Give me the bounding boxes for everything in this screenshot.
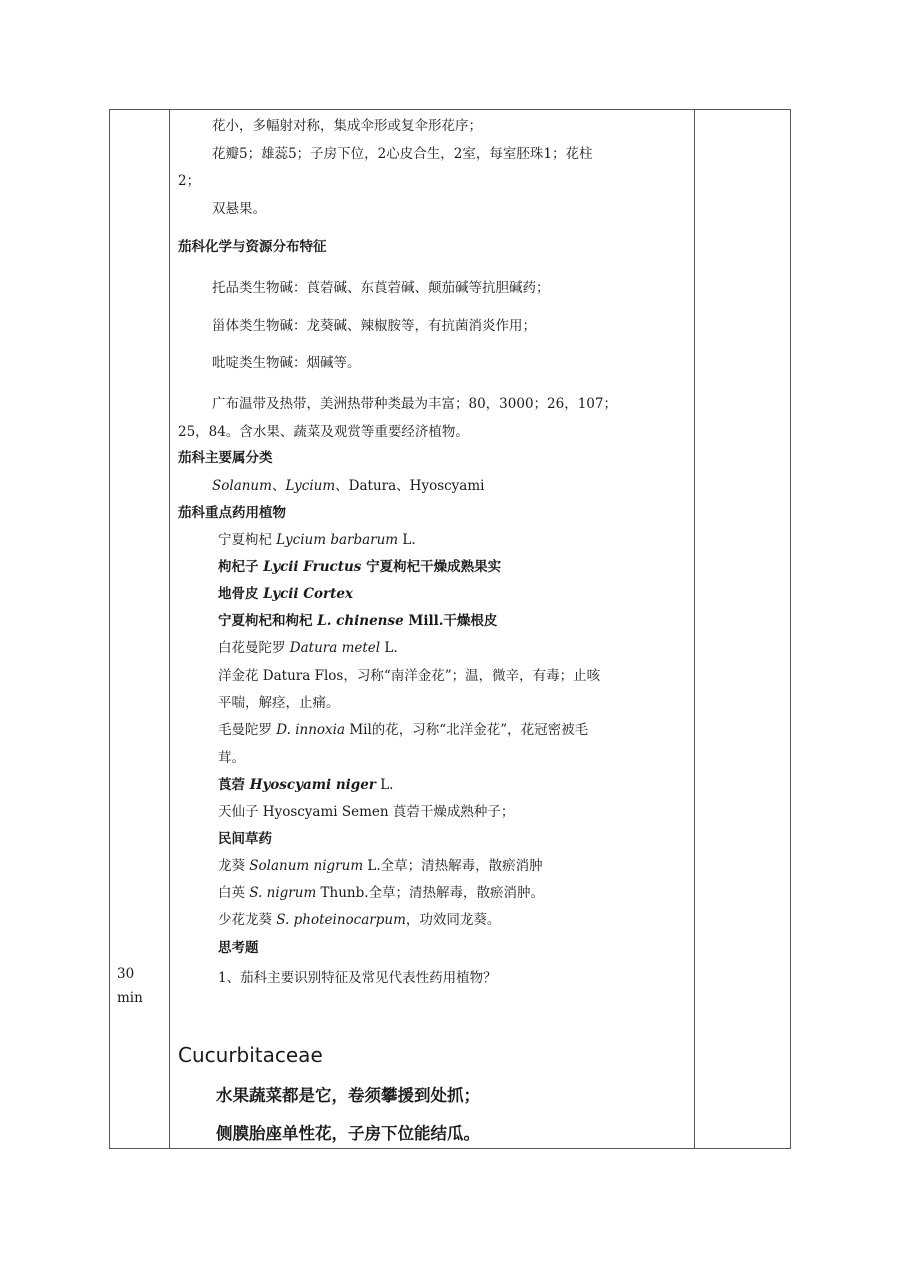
folk-item-2: 白英 S. nigrum Thunb.全草；清热解毒，散瘀消肿。 — [218, 885, 545, 901]
drug-lycii-cortex: 地骨皮 Lycii Cortex — [218, 586, 353, 602]
genus-lycium: Lycium — [285, 478, 336, 494]
chem-para-1: 托品类生物碱：莨菪碱、东莨菪碱、颠茄碱等抗胆碱药； — [212, 280, 550, 296]
drug-datura-flos: 洋金花 Datura Flos，习称“南洋金花”；温，微辛，有毒；止咳 — [218, 668, 601, 684]
plant-datura-innoxia: 毛曼陀罗 D. innoxia Mil的花，习称“北洋金花”，花冠密被毛 — [218, 722, 589, 738]
genera-heading: 茄科主要属分类 — [178, 450, 273, 466]
umbel-line-2b: 2； — [178, 173, 201, 189]
plant-datura-metel: 白花曼陀罗 Datura metel L. — [218, 640, 398, 656]
question-1: 1、茄科主要识别特征及常见代表性药用植物？ — [218, 970, 497, 986]
drug-lycii-fructus: 枸杞子 Lycii Fructus 宁夏枸杞干燥成熟果实 — [218, 559, 502, 575]
chem-para-2: 甾体类生物碱：龙葵碱、辣椒胺等，有抗菌消炎作用； — [212, 318, 536, 334]
folk-item-3: 少花龙葵 S. photeinocarpum，功效同龙葵。 — [218, 912, 501, 928]
cucurbit-title: Cucurbitaceae — [178, 1043, 323, 1067]
umbel-line-2: 花瓣5；雄蕊5；子房下位，2心皮合生，2室，每室胚珠1；花柱 — [212, 146, 593, 162]
chem-heading: 茄科化学与资源分布特征 — [178, 239, 327, 255]
umbel-line-1: 花小，多幅射对称，集成伞形或复伞形花序； — [212, 118, 482, 134]
plant-lycium-barbarum: 宁夏枸杞 Lycium barbarum L. — [218, 532, 416, 548]
lesson-table — [109, 109, 791, 1149]
genus-solanum: Solanum — [212, 478, 272, 494]
plant-datura-innoxia-cont: 茸。 — [218, 750, 245, 766]
chem-para-4a: 广布温带及热带，美洲热带种类最为丰富；80，3000；26，107； — [212, 396, 617, 412]
folk-heading: 民间草药 — [218, 831, 272, 847]
umbel-line-3: 双悬果。 — [212, 201, 266, 217]
drug-datura-flos-cont: 平喘，解痉，止痛。 — [218, 695, 340, 711]
time-unit: min — [117, 990, 143, 1006]
drug-hyoscyami-semen: 天仙子 Hyoscyami Semen 莨菪干燥成熟种子； — [218, 804, 515, 820]
time-cell — [117, 962, 143, 1010]
column-divider-right — [694, 110, 695, 1148]
drug-root-bark: 宁夏枸杞和枸杞 L. chinense Mill.干燥根皮 — [218, 613, 498, 629]
plant-hyoscyamus: 莨菪 Hyoscyami niger L. — [218, 777, 394, 793]
cucurbit-verse-2: 侧膜胎座单性花，子房下位能结瓜。 — [216, 1124, 480, 1143]
folk-item-1: 龙葵 Solanum nigrum L.全草；清热解毒，散瘀消肿 — [218, 858, 543, 874]
time-value: 30 — [117, 966, 135, 982]
column-divider-left — [169, 110, 170, 1148]
chem-para-3: 吡啶类生物碱：烟碱等。 — [212, 355, 361, 371]
cucurbit-verse-1: 水果蔬菜都是它，卷须攀援到处抓； — [216, 1086, 480, 1105]
questions-heading: 思考题 — [218, 940, 259, 956]
chem-para-4b: 25，84。含水果、蔬菜及观赏等重要经济植物。 — [178, 424, 469, 440]
medicinal-heading: 茄科重点药用植物 — [178, 505, 286, 521]
genera-list: Solanum、Lycium、Datura、Hyoscyami — [212, 478, 485, 494]
